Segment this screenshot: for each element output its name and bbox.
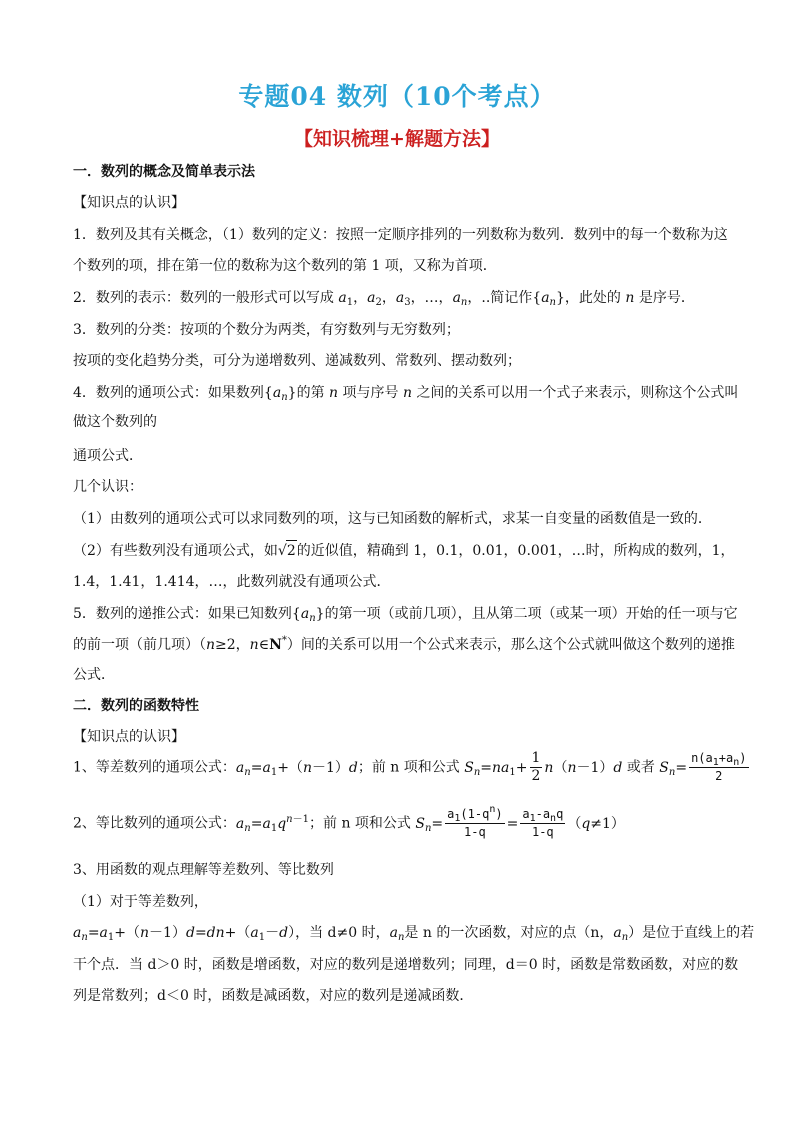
formula-geometric [73,806,625,841]
formula-2-prefix: 2、等比数列的通项公式： [73,815,236,832]
math-inline: $a_n=a_1+(n-1)d=dn+(a_1-d)$ [73,925,296,943]
math-inline: $\{a_n\}$ [291,606,325,624]
paragraph-2-suffix: 是序号． [638,290,695,306]
math-inline: $a_n$ [613,925,629,943]
math-inline: $a_n=a_1+(n-1)d$ [235,759,358,778]
document-subtitle: 【知识梳理+解题方法】 [294,128,500,150]
math-inline: $a_n$ [389,925,405,943]
paragraph-4a-suffix: 之间的关系可以用一个式子来表示，则称这个公式叫 [416,385,739,401]
paragraph-3b: 按项的变化趋势分类，可分为递增数列、递减数列、常数列、摆动数列； [73,353,521,369]
math-inline: $a_1$，$a_2$，$a_3$，…，$a_n$，..简记作$\{a_n\}$，此处的 n [338,290,635,308]
paragraph-4c: 通项公式． [73,448,143,464]
paragraph-4a [73,383,738,403]
paragraph-4a-prefix: 4．数列的通项公式：如果数列 [73,385,264,401]
paragraph-7b [73,635,735,655]
paragraph-2-6: 干个点．当 d＞0 时，函数是增函数，对应的数列是递增数列；同理，d＝0 时，函数是常数函数，对应的数 [73,957,739,973]
paragraph-7a-suffix: 的第一项（或前几项），且从第二项（或某一项）开始的任一项与它 [324,606,738,622]
paragraph-6a [73,540,735,561]
math-inline: $a_n=a_1q^{n-1}$ [235,813,309,834]
math-inline: $\{a_n\}$的第 n 项与序号 n [263,385,412,403]
paragraph-3: 3．数列的分类：按项的个数分为两类，有穷数列与无穷数列； [73,322,460,338]
paragraph-2-prefix: 2．数列的表示：数列的一般形式可以写成 [73,290,339,306]
paragraph-6a-suffix: 的近似值，精确到 1，0.1，0.01，0.001，…时，所构成的数列，1， [296,543,735,559]
paragraph-7b-suffix: ）间的关系可以用一个公式来表示，那么这个公式就叫做这个数列的递推 [286,637,735,653]
paragraph-1b: 个数列的项，排在第一位的数称为这个数列的第 1 项，又称为首项． [73,258,497,274]
paragraph-6b: 1.4，1.41，1.414，…，此数列就没有通项公式． [73,574,391,590]
knowledge-tag-2: 【知识点的认识】 [73,729,185,745]
formula-1-mid: ；前 n 项和公式 [357,759,465,776]
paragraph-7a-prefix: 5．数列的递推公式：如果已知数列 [73,606,292,622]
paragraph-4b: 做这个数列的 [73,414,157,430]
formula-1-prefix: 1、等差数列的通项公式： [73,759,236,776]
paragraph-7b-prefix: 的前一项（前几项）（ [73,637,206,653]
paragraph-7a [73,604,738,624]
section-heading-2: 二．数列的函数特性 [73,698,199,714]
section-heading-1: 一．数列的概念及简单表示法 [73,164,255,180]
paragraph-6a-prefix: （2）有些数列没有通项公式，如 [73,543,278,559]
paragraph-2 [73,288,695,308]
paragraph-5: （1）由数列的通项公式可以求同数列的项，这与已知函数的解析式，求某一自变量的函数值是一致的． [73,511,712,527]
paragraph-7c: 公式． [73,667,115,683]
paragraph-1a: 1．数列及其有关概念，（1）数列的定义：按照一定顺序排列的一列数称为数列．数列中的每一个数称为这 [73,227,728,243]
paragraph-2-5-end: ）是位于直线上的若 [628,925,755,941]
math-inline: n≥2，n∈N* [206,635,287,653]
paragraph-2-5 [73,923,754,943]
formula-arithmetic [73,750,751,785]
math-inline: $S_n=$ $\frac{n(a_1+a_n)}{2}$ [659,751,747,783]
math-inline: $S_n=$ $\frac{a_1(1-q^n)}{1-q}$ = $\frac{a_1-a_nq}{1-q}$ （q≠1） [415,804,625,839]
sqrt-two: √2 [278,543,297,559]
math-inline: $S_n=na_1+$ $\frac{1}{2}$ n（n－1）d [464,750,623,784]
paragraph-2-5-suffix: 是 n 的一次函数，对应的点（n， [404,925,614,941]
document-title: 专题04 数列（10个考点） [238,82,556,111]
formula-1-or: 或者 [626,759,660,776]
paragraph-2-5-mid: ，当 d≠0 时， [295,925,390,941]
paragraph-4d: 几个认识： [73,479,143,495]
paragraph-2-7: 列是常数列；d＜0 时，函数是减函数，对应的数列是递减函数． [73,988,474,1004]
paragraph-2-4: （1）对于等差数列， [73,894,208,910]
formula-2-mid: ；前 n 项和公式 [309,815,416,832]
paragraph-2-3: 3、用函数的观点理解等差数列、等比数列 [73,862,334,878]
knowledge-tag-1: 【知识点的认识】 [73,195,185,211]
